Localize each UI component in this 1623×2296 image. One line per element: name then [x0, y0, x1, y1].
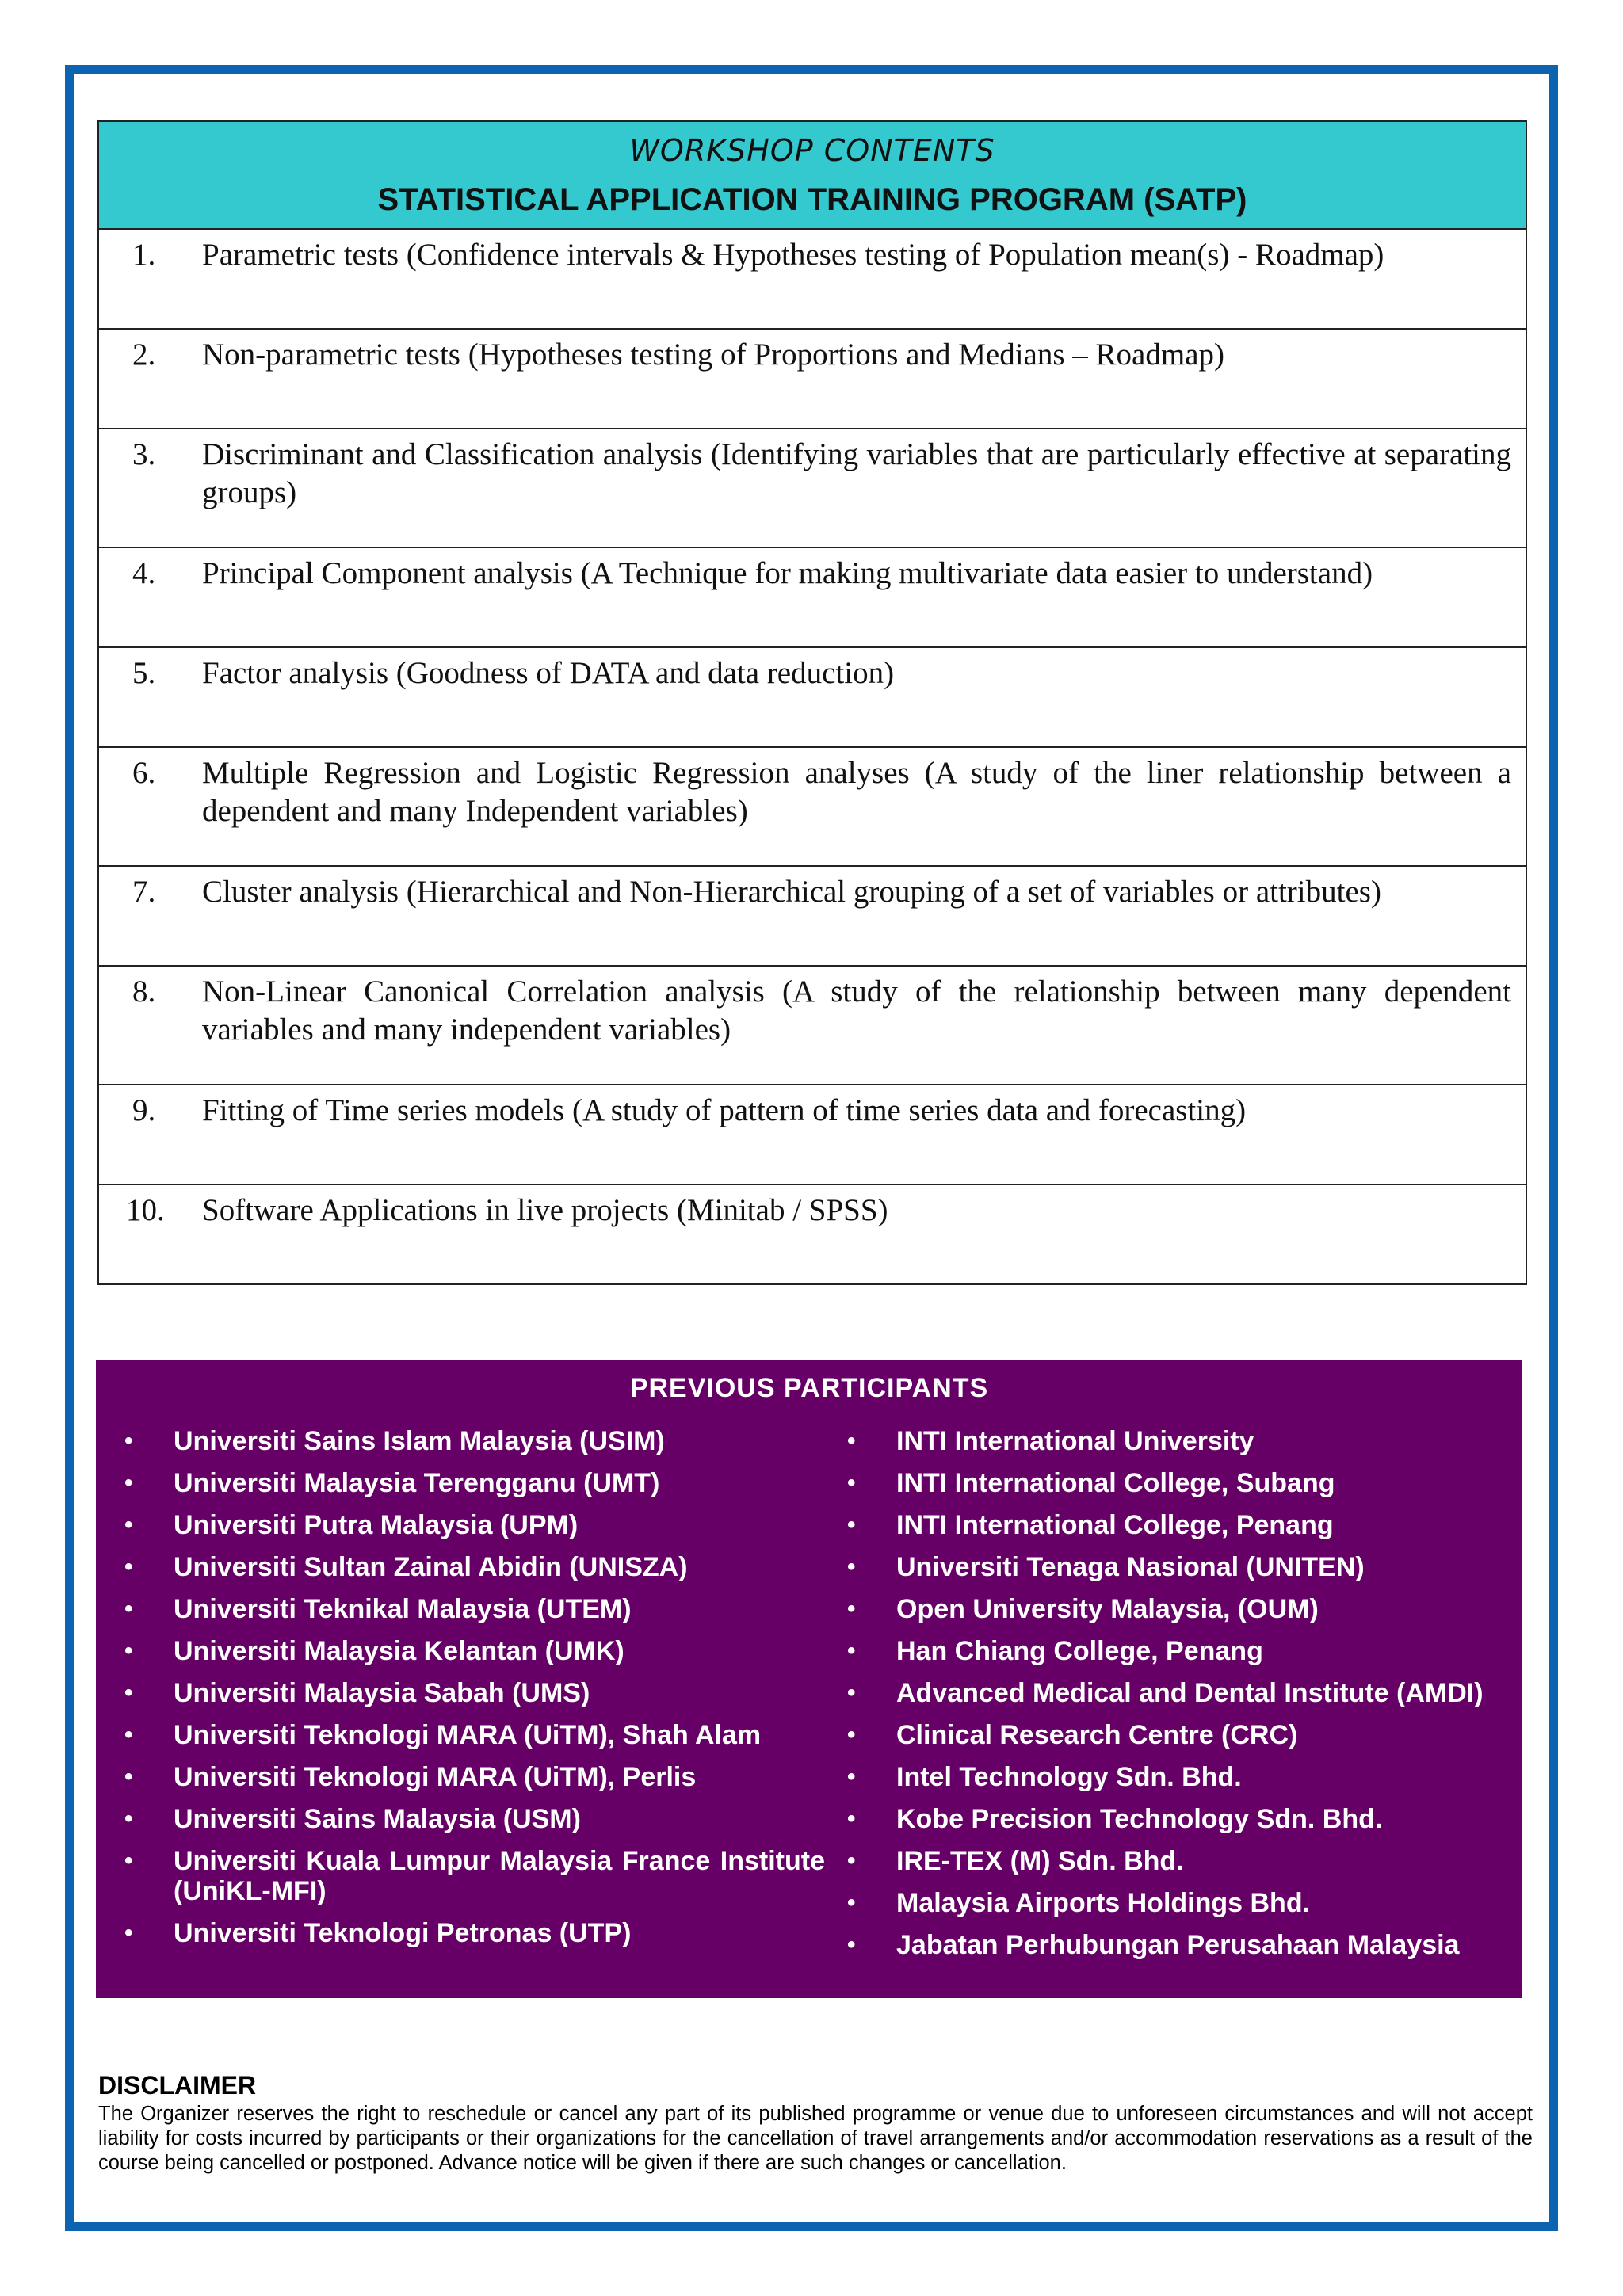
list-item [120, 1918, 833, 1948]
topic-number: 7. [132, 875, 156, 909]
bullet-icon: • [847, 1932, 856, 1958]
topic-text: Factor analysis (Goodness of DATA and data reduction) [202, 656, 895, 690]
topic-text: Discriminant and Classification analysis (Identifying variables that are particularly effective at separating groups) [202, 437, 1511, 509]
bullet-icon: • [847, 1680, 856, 1706]
bullet-icon: • [124, 1596, 133, 1622]
list-item [120, 1846, 833, 1906]
topic-row [99, 429, 1526, 548]
topic-number: 8. [132, 974, 156, 1009]
participant-name: Advanced Medical and Dental Institute (AMDI) [896, 1678, 1484, 1708]
list-item [120, 1720, 833, 1750]
participant-name: Kobe Precision Technology Sdn. Bhd. [896, 1804, 1383, 1834]
participant-name: INTI International College, Penang [896, 1510, 1334, 1540]
participant-name: Universiti Teknologi MARA (UiTM), Shah Alam [174, 1720, 762, 1750]
topic-number: 1. [132, 238, 156, 272]
participant-name: Universiti Teknologi Petronas (UTP) [174, 1918, 632, 1948]
list-item [842, 1594, 1516, 1624]
previous-participants-panel [96, 1360, 1522, 1998]
disclaimer-text: The Organizer reserves the right to reschedule or cancel any part of its published programme or venue due to unforeseen circumstances and will not accept liability for costs incurred by participants or their organizations for the cancellation of travel arrangements and/or accommodation reservations as a result of the course being cancelled or postponed. Advance notice will be given if there are such changes or cancellation. [98, 2103, 1533, 2174]
topic-row [99, 648, 1526, 748]
bullet-icon: • [847, 1806, 856, 1832]
topic-number: 9. [132, 1093, 156, 1127]
participant-name: Universiti Sains Malaysia (USM) [174, 1804, 581, 1834]
topic-text: Fitting of Time series models (A study of pattern of time series data and forecasting) [202, 1093, 1247, 1127]
topic-row [99, 230, 1526, 330]
list-item [842, 1888, 1516, 1918]
disclaimer-title: DISCLAIMER [98, 2071, 257, 2100]
participant-name: Universiti Malaysia Kelantan (UMK) [174, 1636, 624, 1666]
list-item [842, 1930, 1516, 1960]
bullet-icon: • [847, 1638, 856, 1664]
participant-name: Universiti Tenaga Nasional (UNITEN) [896, 1552, 1365, 1582]
list-item [120, 1510, 833, 1540]
list-item [842, 1846, 1516, 1876]
bullet-icon: • [124, 1638, 133, 1664]
workshop-header [99, 122, 1526, 230]
participants-left-column [120, 1426, 833, 1960]
bullet-icon: • [124, 1680, 133, 1706]
list-item [842, 1678, 1516, 1708]
topic-number: 6. [132, 756, 156, 790]
list-item [842, 1552, 1516, 1582]
participant-name: Malaysia Airports Holdings Bhd. [896, 1888, 1311, 1918]
list-item [842, 1510, 1516, 1540]
topic-text: Software Applications in live projects (Minitab / SPSS) [202, 1193, 888, 1227]
bullet-icon: • [124, 1920, 133, 1946]
participant-name: Universiti Teknologi MARA (UiTM), Perlis [174, 1762, 697, 1792]
topic-row [99, 1185, 1526, 1283]
topic-row [99, 867, 1526, 967]
topic-number: 2. [132, 338, 156, 372]
participants-title: PREVIOUS PARTICIPANTS [629, 1373, 989, 1403]
list-item [120, 1636, 833, 1666]
participant-name: Universiti Kuala Lumpur Malaysia France Institute (UniKL-MFI) [174, 1846, 825, 1906]
topic-row [99, 748, 1526, 867]
bullet-icon: • [124, 1806, 133, 1832]
list-item [120, 1594, 833, 1624]
participant-name: Han Chiang College, Penang [896, 1636, 1263, 1666]
bullet-icon: • [847, 1596, 856, 1622]
bullet-icon: • [124, 1512, 133, 1538]
bullet-icon: • [124, 1428, 133, 1454]
workshop-contents-table [97, 120, 1527, 1285]
participants-right-column [842, 1426, 1516, 1972]
participant-name: Jabatan Perhubungan Perusahaan Malaysia [896, 1930, 1460, 1960]
bullet-icon: • [124, 1470, 133, 1496]
list-item [120, 1804, 833, 1834]
bullet-icon: • [124, 1554, 133, 1580]
participant-name: Intel Technology Sdn. Bhd. [896, 1762, 1242, 1792]
list-item [120, 1678, 833, 1708]
bullet-icon: • [847, 1512, 856, 1538]
bullet-icon: • [847, 1848, 856, 1874]
bullet-icon: • [124, 1848, 133, 1874]
topic-text: Cluster analysis (Hierarchical and Non-Hierarchical grouping of a set of variables or attributes) [202, 875, 1381, 909]
participant-name: INTI International College, Subang [896, 1468, 1335, 1498]
list-item [842, 1636, 1516, 1666]
topic-number: 3. [132, 437, 156, 471]
list-item [120, 1468, 833, 1498]
list-item [842, 1468, 1516, 1498]
participant-name: Universiti Malaysia Terengganu (UMT) [174, 1468, 660, 1498]
topic-text: Non-Linear Canonical Correlation analysis (A study of the relationship between many dependent variables and many independent variables) [202, 974, 1511, 1047]
list-item [842, 1426, 1516, 1456]
topic-row [99, 1085, 1526, 1185]
workshop-subtitle: STATISTICAL APPLICATION TRAINING PROGRAM (SATP) [377, 182, 1247, 217]
list-item [842, 1804, 1516, 1834]
participant-name: Open University Malaysia, (OUM) [896, 1594, 1319, 1624]
workshop-title: WORKSHOP CONTENTS [629, 133, 995, 168]
list-item [120, 1426, 833, 1456]
participant-name: Universiti Putra Malaysia (UPM) [174, 1510, 579, 1540]
bullet-icon: • [847, 1764, 856, 1790]
topic-row [99, 330, 1526, 429]
topic-text: Principal Component analysis (A Technique for making multivariate data easier to understand) [202, 556, 1373, 590]
list-item [842, 1720, 1516, 1750]
topic-number: 10. [126, 1193, 165, 1227]
bullet-icon: • [847, 1722, 856, 1748]
bullet-icon: • [847, 1470, 856, 1496]
topic-text: Multiple Regression and Logistic Regression analyses (A study of the liner relationship between a dependent and many Independent variables) [202, 756, 1511, 828]
list-item [842, 1762, 1516, 1792]
topic-row [99, 967, 1526, 1085]
topic-number: 5. [132, 656, 156, 690]
bullet-icon: • [847, 1554, 856, 1580]
topic-text: Parametric tests (Confidence intervals & Hypotheses testing of Population mean(s) - Roadmap) [202, 238, 1384, 272]
bullet-icon: • [847, 1428, 856, 1454]
participant-name: Universiti Teknikal Malaysia (UTEM) [174, 1594, 632, 1624]
participant-name: Universiti Sains Islam Malaysia (USIM) [174, 1426, 665, 1456]
topic-text: Non-parametric tests (Hypotheses testing of Proportions and Medians – Roadmap) [202, 338, 1224, 372]
list-item [120, 1762, 833, 1792]
participant-name: Universiti Sultan Zainal Abidin (UNISZA) [174, 1552, 688, 1582]
bullet-icon: • [124, 1722, 133, 1748]
participant-name: IRE-TEX (M) Sdn. Bhd. [896, 1846, 1184, 1876]
bullet-icon: • [124, 1764, 133, 1790]
topic-number: 4. [132, 556, 156, 590]
list-item [120, 1552, 833, 1582]
topic-row [99, 548, 1526, 648]
participant-name: Clinical Research Centre (CRC) [896, 1720, 1298, 1750]
bullet-icon: • [847, 1890, 856, 1916]
participant-name: Universiti Malaysia Sabah (UMS) [174, 1678, 590, 1708]
participant-name: INTI International University [896, 1426, 1254, 1456]
